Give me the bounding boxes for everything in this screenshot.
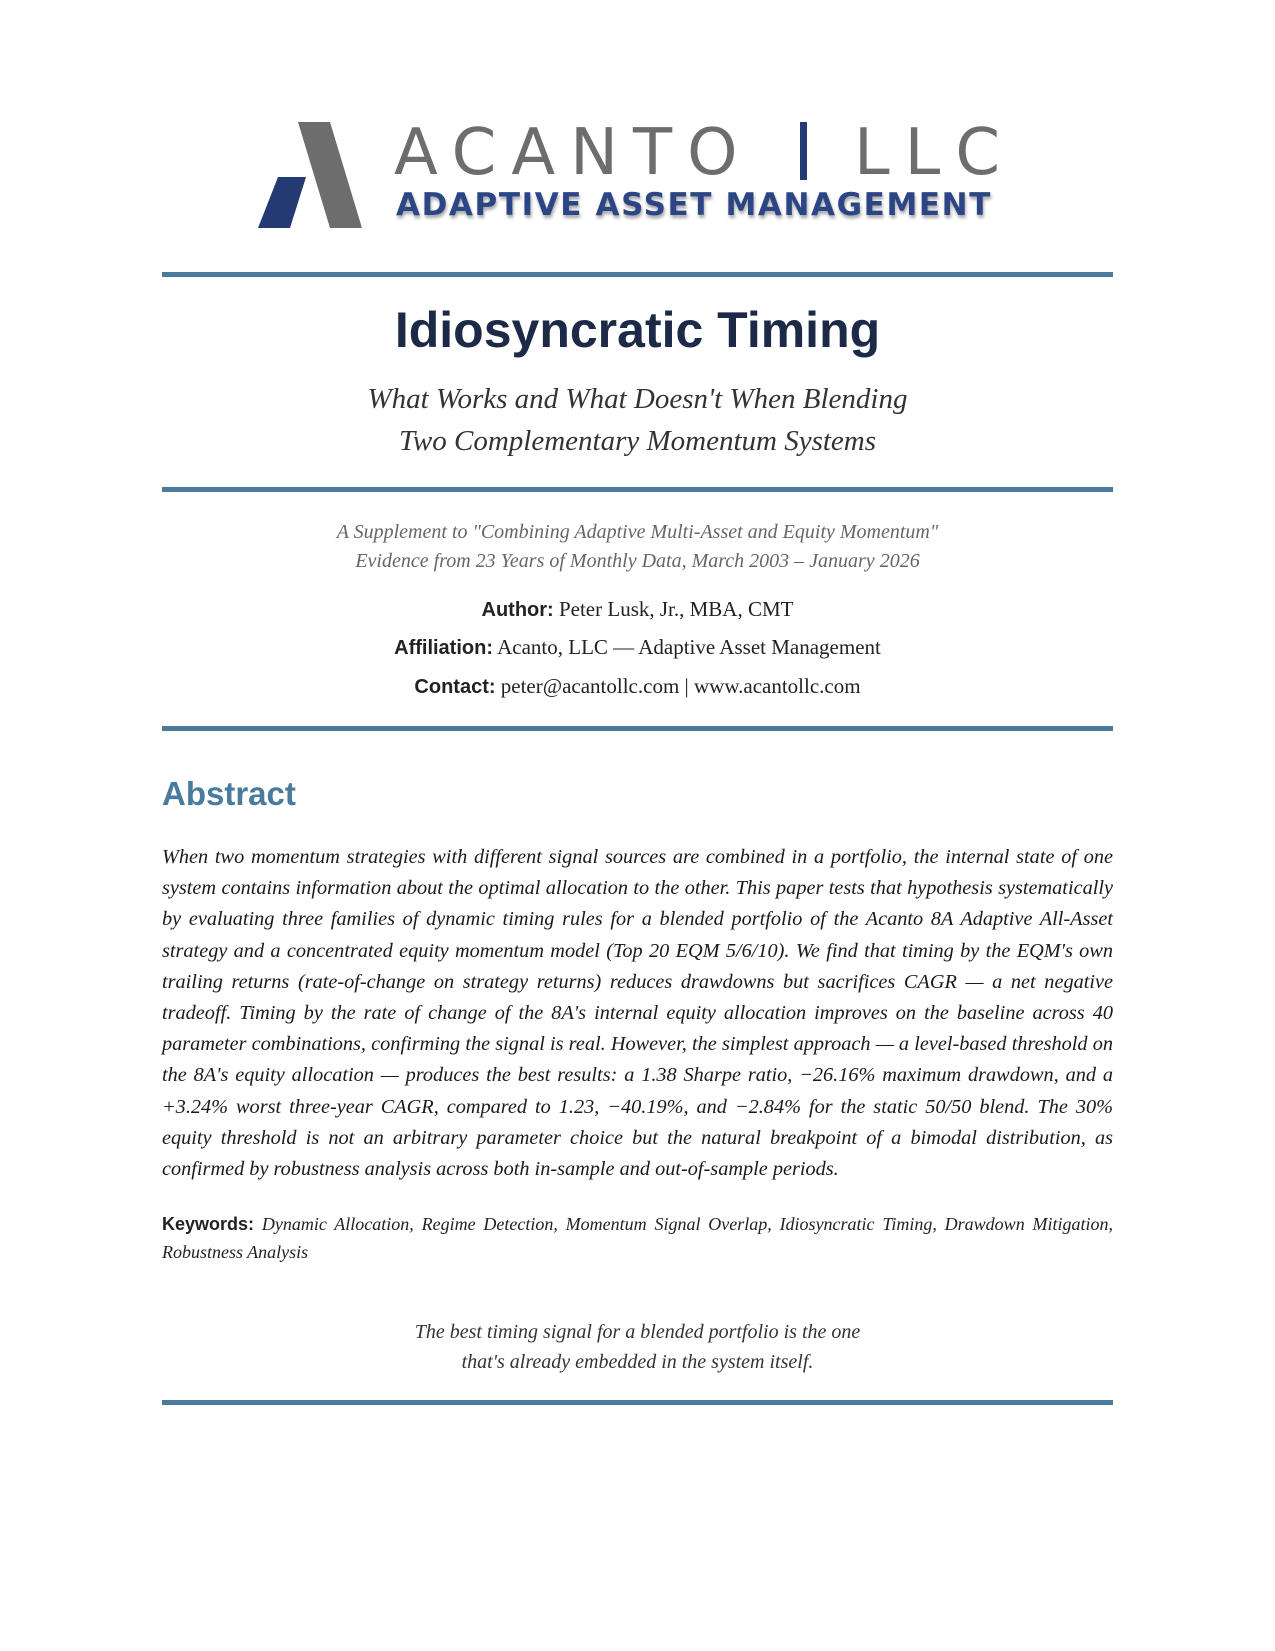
company-logo bbox=[258, 118, 1018, 230]
abstract-heading: Abstract bbox=[162, 775, 296, 812]
logo-tagline: ADAPTIVE ASSET MANAGEMENT bbox=[396, 187, 992, 223]
closing-quote-line-2: that's already embedded in the system itself. bbox=[461, 1351, 814, 1373]
paper-title: Idiosyncratic Timing bbox=[394, 302, 881, 358]
contact-label: Contact: bbox=[414, 676, 496, 698]
affiliation-label: Affiliation: bbox=[394, 637, 493, 659]
paper-subtitle-line-1: What Works and What Doesn't When Blending bbox=[367, 383, 908, 415]
closing-quote bbox=[162, 1317, 1113, 1377]
paper-subtitle-line-2: Two Complementary Momentum Systems bbox=[398, 425, 877, 457]
divider-rule bbox=[162, 487, 1113, 492]
divider-rule bbox=[162, 272, 1113, 277]
affiliation-value: Acanto, LLC — Adaptive Asset Management bbox=[497, 635, 881, 659]
author-value: Peter Lusk, Jr., MBA, CMT bbox=[558, 597, 794, 621]
supplement-line-1: A Supplement to "Combining Adaptive Multi-Asset and Equity Momentum" bbox=[336, 521, 939, 543]
keywords-line bbox=[162, 1210, 1113, 1266]
logo-suffix: LLC bbox=[854, 116, 1015, 190]
closing-quote-line-1: The best timing signal for a blended portfolio is the one bbox=[414, 1321, 861, 1343]
author-line bbox=[162, 595, 1113, 624]
affiliation-line bbox=[162, 633, 1113, 662]
keywords-value: Dynamic Allocation, Regime Detection, Momentum Signal Overlap, Idiosyncratic Timing, Drawdown Mitigation, Robustness Analysis bbox=[162, 1214, 1113, 1262]
logo-a-mark-icon bbox=[258, 122, 362, 228]
contact-value: peter@acantollc.com | www.acantollc.com bbox=[500, 674, 861, 698]
abstract-body: When two momentum strategies with different signal sources are combined in a portfolio, the internal state of one system contains information about the optimal allocation to the other. This paper tests that hypothesis systematically by evaluating three families of dynamic timing rules for a blended portfolio of the Acanto 8A Adaptive All-Asset strategy and a concentrated equity momentum model (Top 20 EQM 5/6/10). We find that timing by the EQM's own trailing returns (rate-of-change on strategy returns) reduces drawdowns but sacrifices CAGR — a net negative tradeoff. Timing by the rate of change of the 8A's internal equity allocation improves on the baseline across 40 parameter combinations, confirming the signal is real. However, the simplest approach — a level-based threshold on the 8A's equity allocation — produces the best results: a 1.38 Sharpe ratio, −26.16% maximum drawdown, and a +3.24% worst three-year CAGR, compared to 1.23, −40.19%, and −2.84% for the static 50/50 blend. The 30% equity threshold is not an arbitrary parameter choice but the natural breakpoint of a bimodal distribution, as confirmed by robustness analysis across both in-sample and out-of-sample periods. bbox=[162, 846, 1113, 1181]
author-label: Author: bbox=[481, 599, 554, 621]
keywords-label: Keywords: bbox=[162, 1214, 255, 1234]
divider-rule bbox=[162, 726, 1113, 731]
supplement-line-2: Evidence from 23 Years of Monthly Data, March 2003 – January 2026 bbox=[355, 550, 920, 572]
logo-separator bbox=[800, 122, 807, 180]
contact-line bbox=[162, 672, 1113, 701]
logo-name: ACANTO bbox=[394, 116, 753, 190]
divider-rule bbox=[162, 1400, 1113, 1405]
